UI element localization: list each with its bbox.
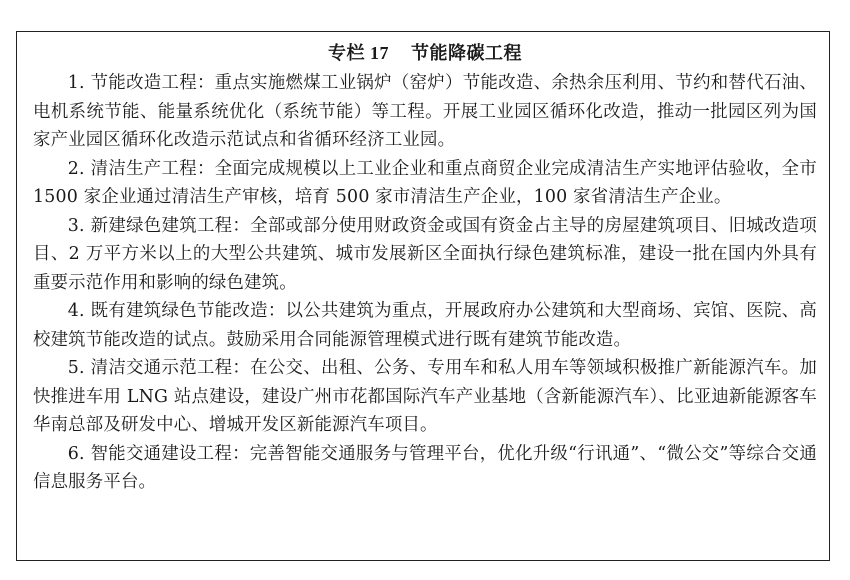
item-new-green-building: 3. 新建绿色建筑工程：全部或部分使用财政资金或国有资金占主导的房屋建筑项目、旧城改造项目、2 万平方米以上的大型公共建筑、城市发展新区全面执行绿色建筑标准，建设一批在国内外具有重要示范作用和影响的绿色建筑。 xyxy=(33,215,817,293)
column-heading: 节能降碳工程 xyxy=(411,43,522,64)
item-energy-saving-retrofit: 1. 节能改造工程：重点实施燃煤工业锅炉（窑炉）节能改造、余热余压利用、节约和替代石油、电机系统节能、能量系统优化（系统节能）等工程。开展工业园区循环化改造，推动一批园区列为国家产业园区循环化改造示范试点和省循环经济工业园。 xyxy=(33,73,817,150)
column-title xyxy=(33,40,817,67)
column-box xyxy=(16,31,830,561)
item-clean-production: 2. 清洁生产工程：全面完成规模以上工业企业和重点商贸企业完成清洁生产实地评估验收，全市 1500 家企业通过清洁生产审核，培育 500 家市清洁生产企业，100 家省清洁生产企业。 xyxy=(33,158,817,207)
column-number: 专栏 17 xyxy=(328,43,389,63)
item-smart-transport: 6. 智能交通建设工程：完善智能交通服务与管理平台，优化升级“行讯通”、“微公交”等综合交通信息服务平台。 xyxy=(33,443,817,492)
item-clean-transport: 5. 清洁交通示范工程：在公交、出租、公务、专用车和私人用车等领域积极推广新能源汽车。加快推进车用 LNG 站点建设，建设广州市花都国际汽车产业基地（含新能源汽车）、比亚迪新能源客车华南总部及研发中心、增城开发区新能源汽车项目。 xyxy=(33,358,817,435)
item-existing-building-retrofit: 4. 既有建筑绿色节能改造：以公共建筑为重点，开展政府办公建筑和大型商场、宾馆、医院、高校建筑节能改造的试点。鼓励采用合同能源管理模式进行既有建筑节能改造。 xyxy=(33,301,817,350)
